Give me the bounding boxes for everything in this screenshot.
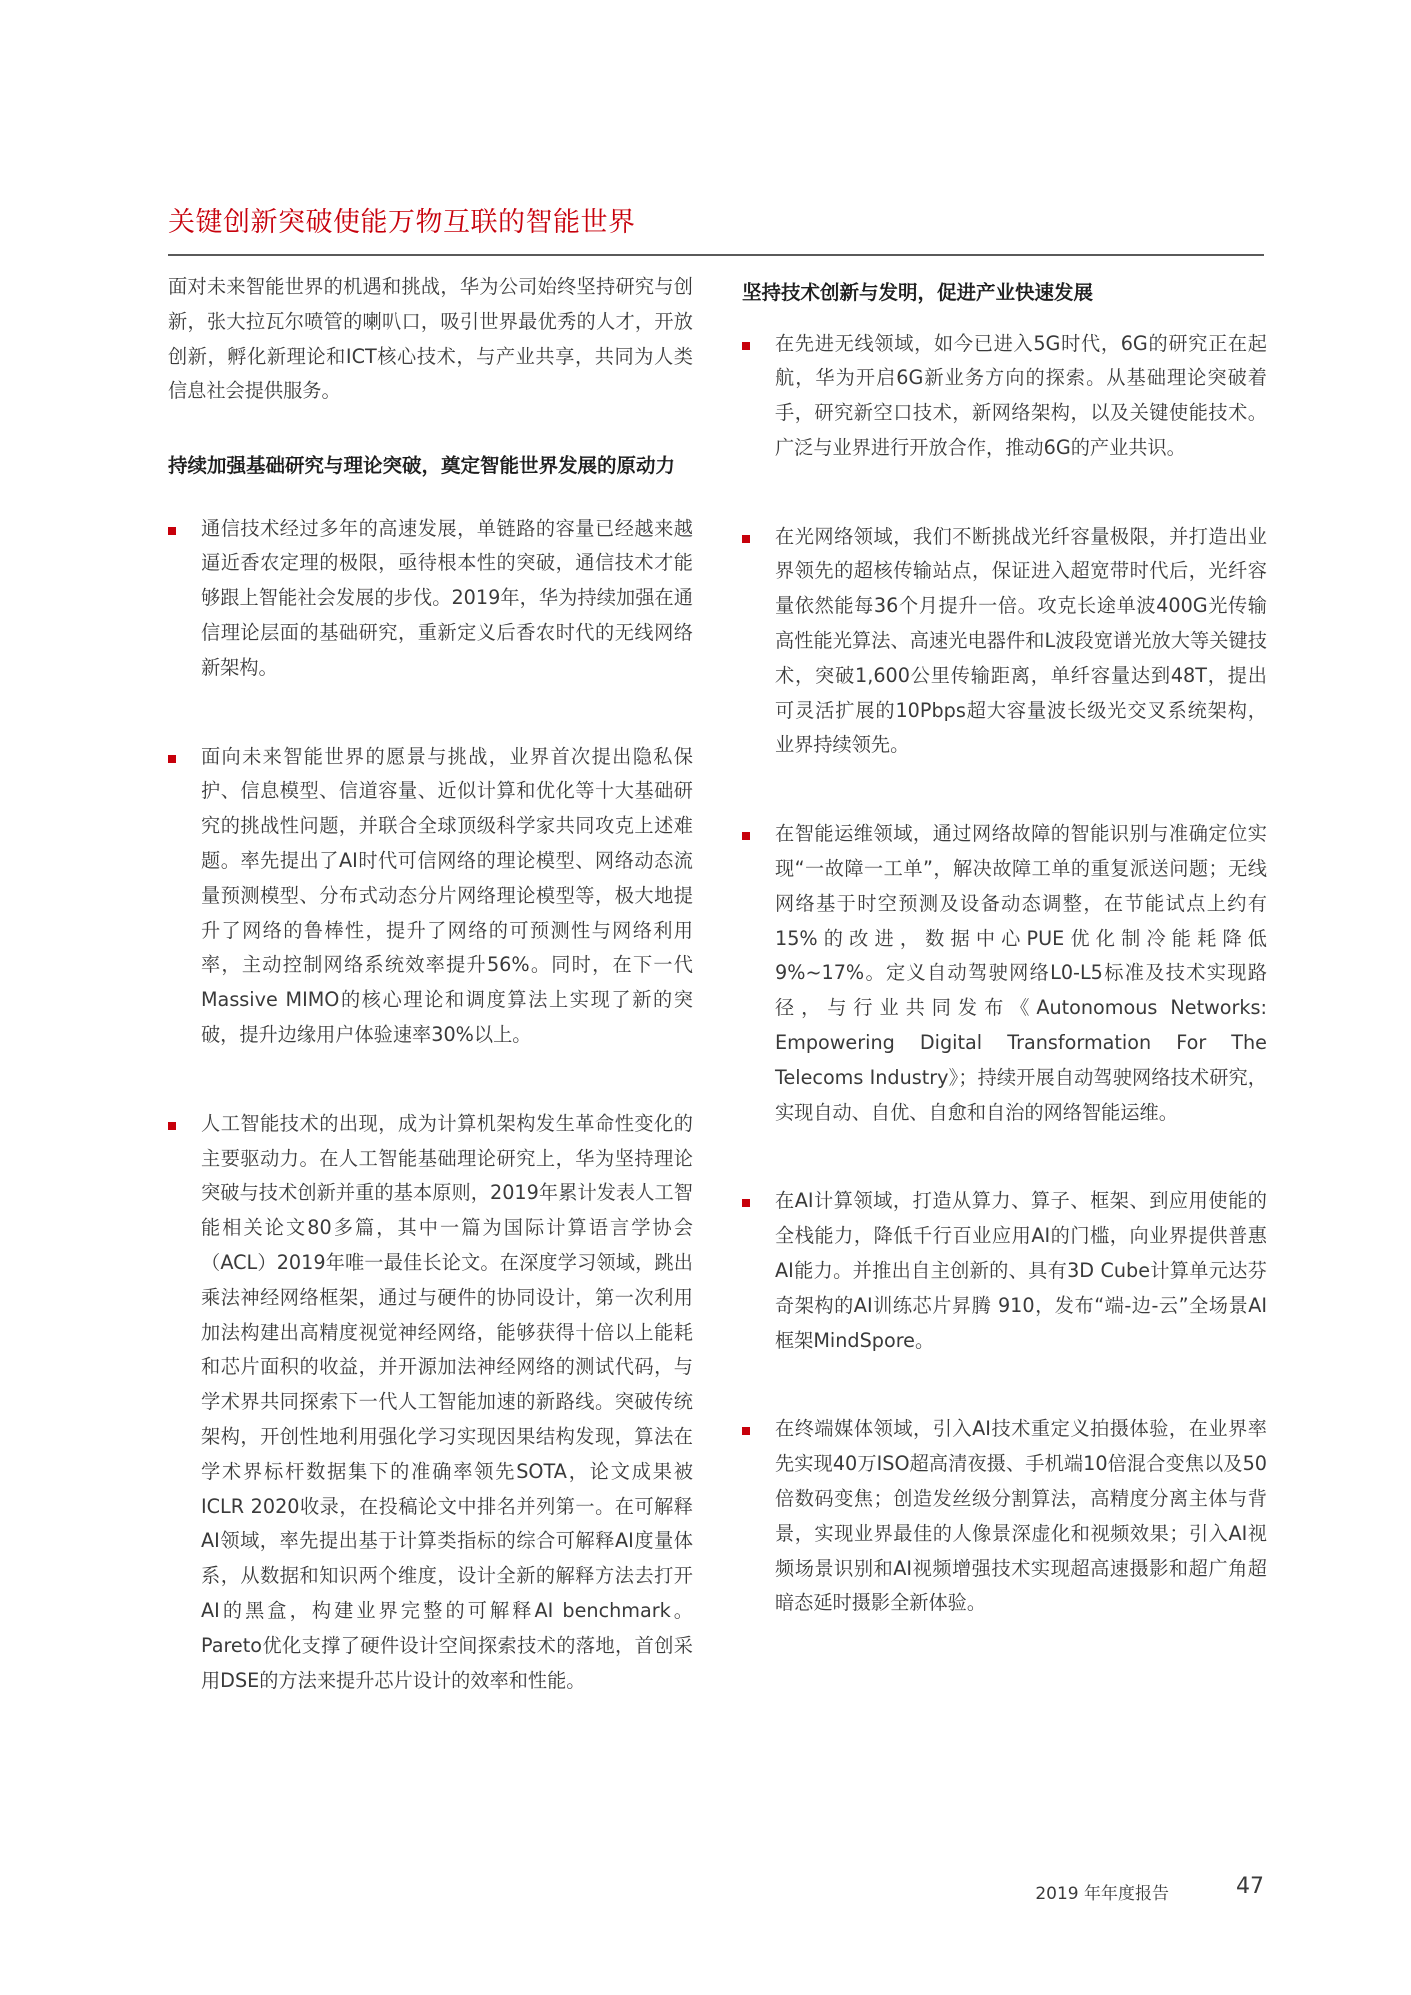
bullet-item	[742, 1184, 1267, 1358]
bullet-square-icon	[168, 527, 176, 535]
bullet-square-icon	[742, 1427, 750, 1435]
bullet-item	[742, 1412, 1267, 1621]
footer-report-label: 2019 年年度报告	[1035, 1884, 1169, 1904]
bullet-text: 人工智能技术的出现，成为计算机架构发生革命性变化的主要驱动力。在人工智能基础理论研究上，华为坚持理论突破与技术创新并重的基本原则，2019年累计发表人工智能相关论文80多篇，其中一篇为国际计算语言学协会（ACL）2019年唯一最佳长论文。在深度学习领域，跳出乘法神经网络框架，通过与硬件的协同设计，第一次利用加法构建出高精度视觉神经网络，能够获得十倍以上能耗和芯片面积的收益，并开源加法神经网络的测试代码，与学术界共同探索下一代人工智能加速的新路线。突破传统架构，开创性地利用强化学习实现因果结构发现，算法在学术界标杆数据集下的准确率领先SOTA，论文成果被ICLR 2020收录，在投稿论文中排名并列第一。在可解释AI领域，率先提出基于计算类指标的综合可解释AI度量体系，从数据和知识两个维度，设计全新的解释方法去打开AI的黑盒，构建业界完整的可解释AI benchmark。Pareto优化支撑了硬件设计空间探索技术的落地，首创采用DSE的方法来提升芯片设计的效率和性能。	[201, 1111, 693, 1692]
bullet-text: 在先进无线领域，如今已进入5G时代，6G的研究正在起航，华为开启6G新业务方向的探索。从基础理论突破着手，研究新空口技术，新网络架构，以及关键使能技术。广泛与业界进行开放合作，推动6G的产业共识。	[775, 331, 1267, 459]
bullet-item	[168, 512, 693, 686]
bullet-text: 在AI计算领域，打造从算力、算子、框架、到应用使能的全栈能力，降低千行百业应用AI的门槛，向业界提供普惠AI能力。并推出自主创新的、具有3D Cube计算单元达芬奇架构的AI训练芯片昇腾 910，发布“端-边-云”全场景AI框架MindSpore。	[775, 1189, 1267, 1352]
bullet-item	[742, 817, 1267, 1130]
bullet-text: 在智能运维领域，通过网络故障的智能识别与准确定位实现“一故障一工单”，解决故障工单的重复派送问题；无线网络基于时空预测及设备动态调整，在节能试点上约有15%的改进，数据中心PUE优化制冷能耗降低9%~17%。定义自动驾驶网络L0-L5标准及技术实现路径，与行业共同发布《Autonomous Networks: Empowering Digital Transformation For The Telecoms Industry》；持续开展自动驾驶网络技术研究，实现自动、自优、自愈和自治的网络智能运维。	[775, 822, 1267, 1124]
bullet-square-icon	[168, 1122, 176, 1130]
page-number: 47	[1236, 1874, 1264, 1899]
bullet-square-icon	[742, 535, 750, 543]
intro-paragraph: 面对未来智能世界的机遇和挑战，华为公司始终坚持研究与创新，张大拉瓦尔喷管的喇叭口，吸引世界最优秀的人才，开放创新，孵化新理论和ICT核心技术，与产业共享，共同为人类信息社会提供服务。	[168, 275, 693, 403]
section-title: 关键创新突破使能万物互联的智能世界	[168, 207, 636, 238]
bullet-text: 在光网络领域，我们不断挑战光纤容量极限，并打造出业界领先的超核传输站点，保证进入超宽带时代后，光纤容量依然能每36个月提升一倍。攻克长途单波400G光传输高性能光算法、高速光电器件和L波段宽谱光放大等关键技术，突破1,600公里传输距离，单纤容量达到48T，提出可灵活扩展的10Pbps超大容量波长级光交叉系统架构，业界持续领先。	[775, 524, 1267, 757]
bullet-text: 在终端媒体领域，引入AI技术重定义拍摄体验，在业界率先实现40万ISO超高清夜摄、手机端10倍混合变焦以及50倍数码变焦；创造发丝级分割算法，高精度分离主体与背景，实现业界最佳的人像景深虚化和视频效果；引入AI视频场景识别和AI视频增强技术实现超高速摄影和超广角超暗态延时摄影全新体验。	[775, 1417, 1267, 1615]
right-subheading: 坚持技术创新与发明，促进产业快速发展	[742, 281, 1094, 304]
section-divider	[168, 254, 1264, 256]
bullet-text: 通信技术经过多年的高速发展，单链路的容量已经越来越逼近香农定理的极限，亟待根本性的突破，通信技术才能够跟上智能社会发展的步伐。2019年，华为持续加强在通信理论层面的基础研究，重新定义后香农时代的无线网络新架构。	[201, 516, 693, 679]
bullet-item	[168, 1107, 693, 1699]
bullet-text: 面向未来智能世界的愿景与挑战，业界首次提出隐私保护、信息模型、信道容量、近似计算和优化等十大基础研究的挑战性问题，并联合全球顶级科学家共同攻克上述难题。率先提出了AI时代可信网络的理论模型、网络动态流量预测模型、分布式动态分片网络理论模型等，极大地提升了网络的鲁棒性，提升了网络的可预测性与网络利用率，主动控制网络系统效率提升56%。同时，在下一代Massive MIMO的核心理论和调度算法上实现了新的突破，提升边缘用户体验速率30%以上。	[201, 744, 693, 1047]
bullet-square-icon	[168, 755, 176, 763]
bullet-square-icon	[742, 832, 750, 840]
left-column	[168, 270, 693, 1752]
bullet-square-icon	[742, 1199, 750, 1207]
bullet-item	[742, 327, 1267, 466]
bullet-item	[168, 740, 693, 1053]
right-column	[742, 270, 1267, 1675]
left-subheading: 持续加强基础研究与理论突破，奠定智能世界发展的原动力	[168, 454, 676, 478]
bullet-item	[742, 520, 1267, 764]
bullet-square-icon	[742, 342, 750, 350]
